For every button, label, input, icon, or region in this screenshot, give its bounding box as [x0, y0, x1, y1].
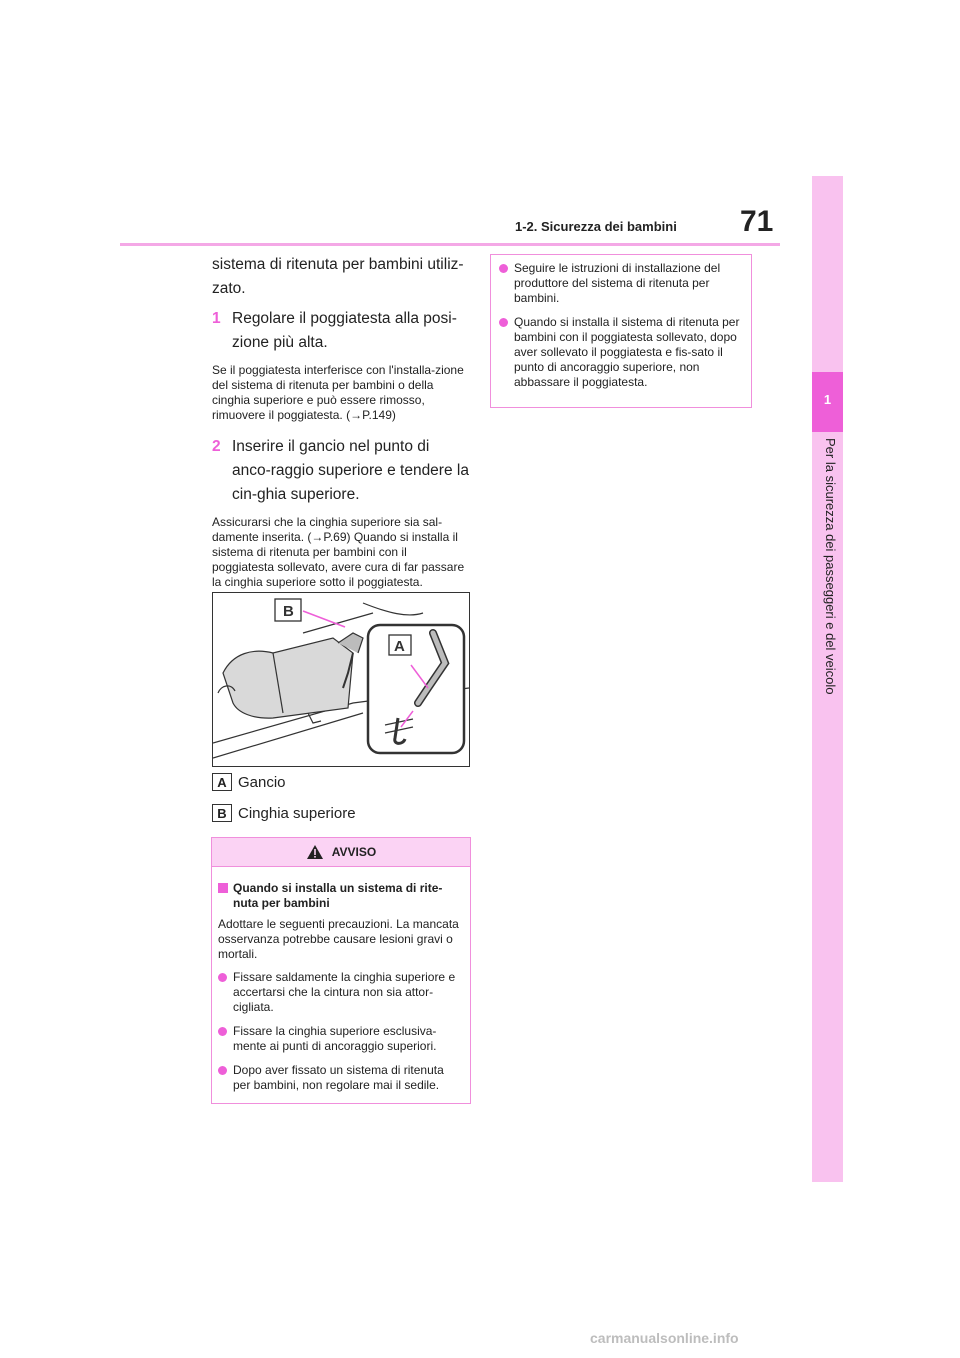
step-note: Assicurarsi che la cinghia superiore sia sal-damente inserita. (→P.69) Quando si installa il sistema di ritenuta per bambini con il poggiatesta sollevato, avere cura di far passare la cinghia superiore sotto il poggiatesta. — [212, 515, 465, 589]
list-item — [218, 970, 464, 1015]
left-column — [212, 253, 470, 602]
bullet-dot-icon — [218, 1066, 227, 1075]
section-title: 1-2. Sicurezza dei bambini — [515, 219, 677, 234]
step-1 — [212, 307, 470, 355]
bullet-dot-icon — [499, 264, 508, 273]
chapter-label: Per la sicurezza dei passeggeri e del veicolo — [823, 438, 838, 695]
warning-box — [211, 837, 471, 1104]
warning-triangle-icon — [306, 844, 324, 860]
step-number: 1 — [212, 310, 221, 327]
list-item — [218, 1024, 464, 1054]
figure-detail-inset — [368, 625, 464, 753]
bullet-text: Seguire le istruzioni di installazione del produttore del sistema di ritenuta per bambini. — [514, 261, 721, 305]
bullet-text: Dopo aver fissato un sistema di ritenuta per bambini, non regolare mai il sedile. — [233, 1063, 444, 1092]
step-text: Inserire il gancio nel punto di anco-raggio superiore e tendere la cin-ghia superiore. — [232, 438, 469, 503]
bullet-dot-icon — [218, 1027, 227, 1036]
warning-title-text: Quando si installa un sistema di rite-nuta per bambini — [233, 881, 443, 910]
figure-label-a: A — [394, 638, 405, 655]
warning-body — [212, 867, 470, 1093]
legend-item-b — [212, 804, 356, 822]
figure-label-b: B — [283, 603, 294, 620]
chapter-number: 1 — [823, 392, 832, 407]
warning-header — [212, 838, 470, 867]
bullet-text: Fissare la cinghia superiore esclusiva-mente ai punti di ancoraggio superiori. — [233, 1024, 437, 1053]
page-number: 71 — [740, 205, 774, 238]
step-2 — [212, 435, 470, 507]
bullet-dot-icon — [499, 318, 508, 327]
list-item — [218, 1063, 464, 1093]
bullet-text: Quando si installa il sistema di ritenuta per bambini con il poggiatesta sollevato, dopo aver sollevato il poggiatesta e fis-sato il punto di ancoraggio superiore, non abbassare il poggiatesta. — [514, 315, 740, 389]
warning-header-text: AVVISO — [331, 845, 377, 859]
intro-text: sistema di ritenuta per bambini utiliz-zato. — [212, 256, 464, 297]
tether-hook-illustration — [212, 592, 470, 767]
legend-item-a — [212, 773, 286, 791]
header-rule — [120, 243, 780, 246]
step-text: Regolare il poggiatesta alla posi-zione più alta. — [232, 310, 457, 351]
info-box — [490, 254, 752, 408]
warning-intro: Adottare le seguenti precauzioni. La mancata osservanza potrebbe causare lesioni gravi o mortali. — [218, 917, 459, 961]
step-note: Se il poggiatesta interferisce con l'installa-zione del sistema di ritenuta per bambini o della cinghia superiore e può essere rimosso, rimuovere il poggiatesta. (→P.149) — [212, 363, 464, 422]
square-bullet-icon — [218, 883, 228, 893]
legend-label: Cinghia superiore — [238, 804, 356, 822]
seat-illustration-svg — [213, 593, 469, 766]
bullet-dot-icon — [218, 973, 227, 982]
bullet-text: Fissare saldamente la cinghia superiore e accertarsi che la cintura non sia attor-cigliata. — [233, 970, 456, 1014]
list-item — [499, 315, 745, 390]
legend-key: A — [212, 773, 232, 791]
info-body — [491, 255, 751, 390]
list-item — [499, 261, 745, 306]
legend-key: B — [212, 804, 232, 822]
step-number: 2 — [212, 438, 221, 455]
warning-title — [218, 881, 464, 911]
legend-label: Gancio — [238, 773, 286, 791]
watermark: carmanualsonline.info — [590, 1330, 739, 1346]
